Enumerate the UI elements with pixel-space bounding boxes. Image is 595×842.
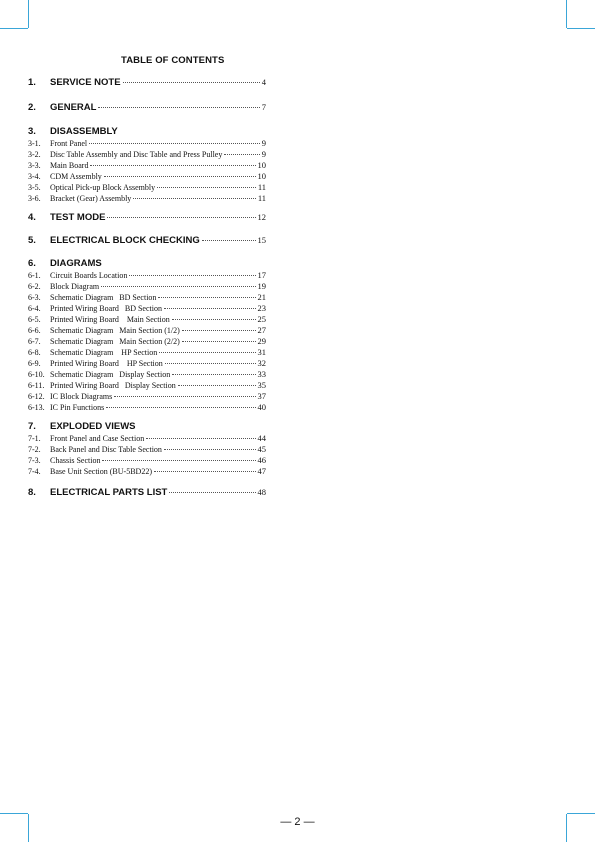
entry-title: Back Panel and Disc Table Section (50, 445, 162, 454)
dot-leader (102, 460, 255, 461)
toc-section-row[interactable] (28, 234, 266, 247)
dot-leader (114, 396, 255, 397)
entry-page-number: 23 (257, 303, 266, 313)
toc-entry[interactable] (28, 171, 266, 182)
page-number: — 2 — (280, 816, 315, 828)
toc-entry[interactable] (28, 380, 266, 391)
entry-number: 3-3. (28, 161, 41, 170)
toc-entry[interactable] (28, 138, 266, 149)
toc-section (28, 234, 266, 247)
toc-section (28, 125, 266, 204)
crop-mark-bottom-left-h (0, 813, 28, 814)
entry-page-number: 9 (261, 138, 266, 148)
entry-title: IC Pin Functions (50, 403, 105, 412)
dot-leader (172, 374, 255, 375)
entry-title: Printed Wiring Board HP Section (50, 359, 163, 368)
toc-section-row[interactable] (28, 76, 266, 89)
section-title: ELECTRICAL BLOCK CHECKING (50, 235, 200, 246)
crop-mark-top-right-v (566, 0, 567, 28)
toc-entry[interactable] (28, 149, 266, 160)
section-number: 2. (28, 102, 36, 113)
toc-section-row[interactable] (28, 125, 266, 138)
entry-title: Printed Wiring Board Display Section (50, 381, 176, 390)
toc-entry[interactable] (28, 358, 266, 369)
section-number: 3. (28, 126, 36, 137)
entry-number: 6-2. (28, 282, 41, 291)
entry-title: Block Diagram (50, 282, 100, 291)
toc-section-row[interactable] (28, 101, 266, 114)
crop-mark-top-left-v (28, 0, 29, 28)
entry-title: Schematic Diagram Main Section (2/2) (50, 337, 180, 346)
dot-leader (182, 330, 256, 331)
entry-title: Schematic Diagram Main Section (1/2) (50, 326, 180, 335)
entry-number: 3-5. (28, 183, 41, 192)
entry-title: Base Unit Section (BU-5BD22) (50, 467, 152, 476)
section-number: 5. (28, 235, 36, 246)
entry-number: 6-11. (28, 381, 45, 390)
dot-leader (164, 308, 256, 309)
entry-page-number: 9 (261, 149, 266, 159)
entry-page-number: 37 (257, 391, 266, 401)
dot-leader (178, 385, 256, 386)
dot-leader (90, 165, 255, 166)
entry-title: Schematic Diagram BD Section (50, 293, 157, 302)
toc-entry[interactable] (28, 325, 266, 336)
section-page-number: 15 (257, 235, 266, 245)
dot-leader (89, 143, 260, 144)
section-title: ELECTRICAL PARTS LIST (50, 487, 168, 498)
entry-page-number: 11 (257, 182, 266, 192)
entry-number: 3-6. (28, 194, 41, 203)
entry-number: 7-1. (28, 434, 41, 443)
crop-mark-top-left-h (0, 28, 28, 29)
toc-entry[interactable] (28, 182, 266, 193)
toc-entry[interactable] (28, 455, 266, 466)
entry-number: 6-3. (28, 293, 41, 302)
section-title: SERVICE NOTE (50, 77, 121, 88)
entry-page-number: 33 (257, 369, 266, 379)
toc-section-row[interactable] (28, 486, 266, 499)
dot-leader (104, 176, 256, 177)
dot-leader (123, 82, 260, 83)
toc-section-row[interactable] (28, 211, 266, 224)
entry-page-number: 35 (257, 380, 266, 390)
dot-leader (106, 407, 255, 408)
section-title: EXPLODED VIEWS (50, 421, 136, 432)
entry-number: 6-13. (28, 403, 45, 412)
toc-entry[interactable] (28, 444, 266, 455)
toc-entry[interactable] (28, 347, 266, 358)
entry-page-number: 46 (257, 455, 266, 465)
entry-title: Printed Wiring Board Main Section (50, 315, 170, 324)
entry-page-number: 10 (257, 171, 266, 181)
entry-number: 6-12. (28, 392, 45, 401)
toc-entry[interactable] (28, 314, 266, 325)
entry-page-number: 32 (257, 358, 266, 368)
dot-leader (129, 275, 255, 276)
entry-number: 3-1. (28, 139, 41, 148)
entry-number: 6-7. (28, 337, 41, 346)
toc-entry[interactable] (28, 369, 266, 380)
toc-section-row[interactable] (28, 257, 266, 270)
section-number: 1. (28, 77, 36, 88)
dot-leader (133, 198, 256, 199)
toc-entry[interactable] (28, 336, 266, 347)
section-number: 8. (28, 487, 36, 498)
entry-page-number: 44 (257, 433, 266, 443)
entry-number: 6-5. (28, 315, 41, 324)
section-number: 4. (28, 212, 36, 223)
dot-leader (224, 154, 259, 155)
entry-number: 6-10. (28, 370, 45, 379)
crop-mark-top-right-h (567, 28, 595, 29)
section-number: 6. (28, 258, 36, 269)
section-page-number: 7 (261, 102, 266, 112)
entry-title: CDM Assembly (50, 172, 102, 181)
entry-page-number: 29 (257, 336, 266, 346)
toc-entry[interactable] (28, 160, 266, 171)
toc-section (28, 486, 266, 499)
dot-leader (172, 319, 256, 320)
entry-number: 6-6. (28, 326, 41, 335)
entry-title: Circuit Boards Location (50, 271, 128, 280)
entry-number: 6-8. (28, 348, 41, 357)
toc-section (28, 257, 266, 413)
dot-leader (98, 107, 259, 108)
toc-entry[interactable] (28, 292, 266, 303)
entry-title: Disc Table Assembly and Disc Table and Press Pulley (50, 150, 223, 159)
toc-title: TABLE OF CONTENTS (121, 55, 225, 66)
entry-number: 3-2. (28, 150, 41, 159)
entry-page-number: 40 (257, 402, 266, 412)
dot-leader (154, 471, 256, 472)
section-title: TEST MODE (50, 212, 106, 223)
dot-leader (157, 187, 256, 188)
entry-number: 3-4. (28, 172, 41, 181)
entry-number: 6-4. (28, 304, 41, 313)
entry-title: Main Board (50, 161, 89, 170)
dot-leader (202, 240, 256, 241)
dot-leader (158, 297, 255, 298)
entry-number: 7-4. (28, 467, 41, 476)
entry-page-number: 31 (257, 347, 266, 357)
dot-leader (101, 286, 255, 287)
toc-entry[interactable] (28, 391, 266, 402)
toc-section (28, 76, 266, 89)
entry-number: 6-1. (28, 271, 41, 280)
dot-leader (169, 492, 255, 493)
entry-title: Schematic Diagram HP Section (50, 348, 158, 357)
entry-title: IC Block Diagrams (50, 392, 113, 401)
toc-entry[interactable] (28, 270, 266, 281)
entry-number: 7-3. (28, 456, 41, 465)
entry-title: Front Panel and Case Section (50, 434, 145, 443)
entry-page-number: 10 (257, 160, 266, 170)
toc-entry[interactable] (28, 193, 266, 204)
dot-leader (164, 449, 256, 450)
entry-page-number: 47 (257, 466, 266, 476)
entry-page-number: 21 (257, 292, 266, 302)
toc-section (28, 211, 266, 224)
entry-title: Printed Wiring Board BD Section (50, 304, 162, 313)
toc-entry[interactable] (28, 281, 266, 292)
crop-mark-bottom-right-h (567, 813, 595, 814)
section-page-number: 48 (257, 487, 266, 497)
dot-leader (159, 352, 255, 353)
toc-section (28, 101, 266, 114)
entry-number: 6-9. (28, 359, 41, 368)
section-page-number: 12 (257, 212, 266, 222)
entry-page-number: 17 (257, 270, 266, 280)
dot-leader (107, 217, 255, 218)
toc-entry[interactable] (28, 433, 266, 444)
dot-leader (182, 341, 256, 342)
entry-title: Schematic Diagram Display Section (50, 370, 171, 379)
entry-page-number: 19 (257, 281, 266, 291)
entry-page-number: 45 (257, 444, 266, 454)
entry-page-number: 27 (257, 325, 266, 335)
entry-title: Bracket (Gear) Assembly (50, 194, 132, 203)
entry-page-number: 25 (257, 314, 266, 324)
toc-entry[interactable] (28, 402, 266, 413)
entry-title: Optical Pick-up Block Assembly (50, 183, 156, 192)
entry-page-number: 11 (257, 193, 266, 203)
entry-number: 7-2. (28, 445, 41, 454)
section-number: 7. (28, 421, 36, 432)
section-title: GENERAL (50, 102, 97, 113)
section-title: DIAGRAMS (50, 258, 102, 269)
dot-leader (165, 363, 256, 364)
section-page-number: 4 (261, 77, 266, 87)
dot-leader (146, 438, 255, 439)
toc-entry[interactable] (28, 466, 266, 477)
toc-section (28, 420, 266, 477)
toc-section-row[interactable] (28, 420, 266, 433)
section-title: DISASSEMBLY (50, 126, 118, 137)
toc-entry[interactable] (28, 303, 266, 314)
entry-title: Front Panel (50, 139, 88, 148)
entry-title: Chassis Section (50, 456, 101, 465)
